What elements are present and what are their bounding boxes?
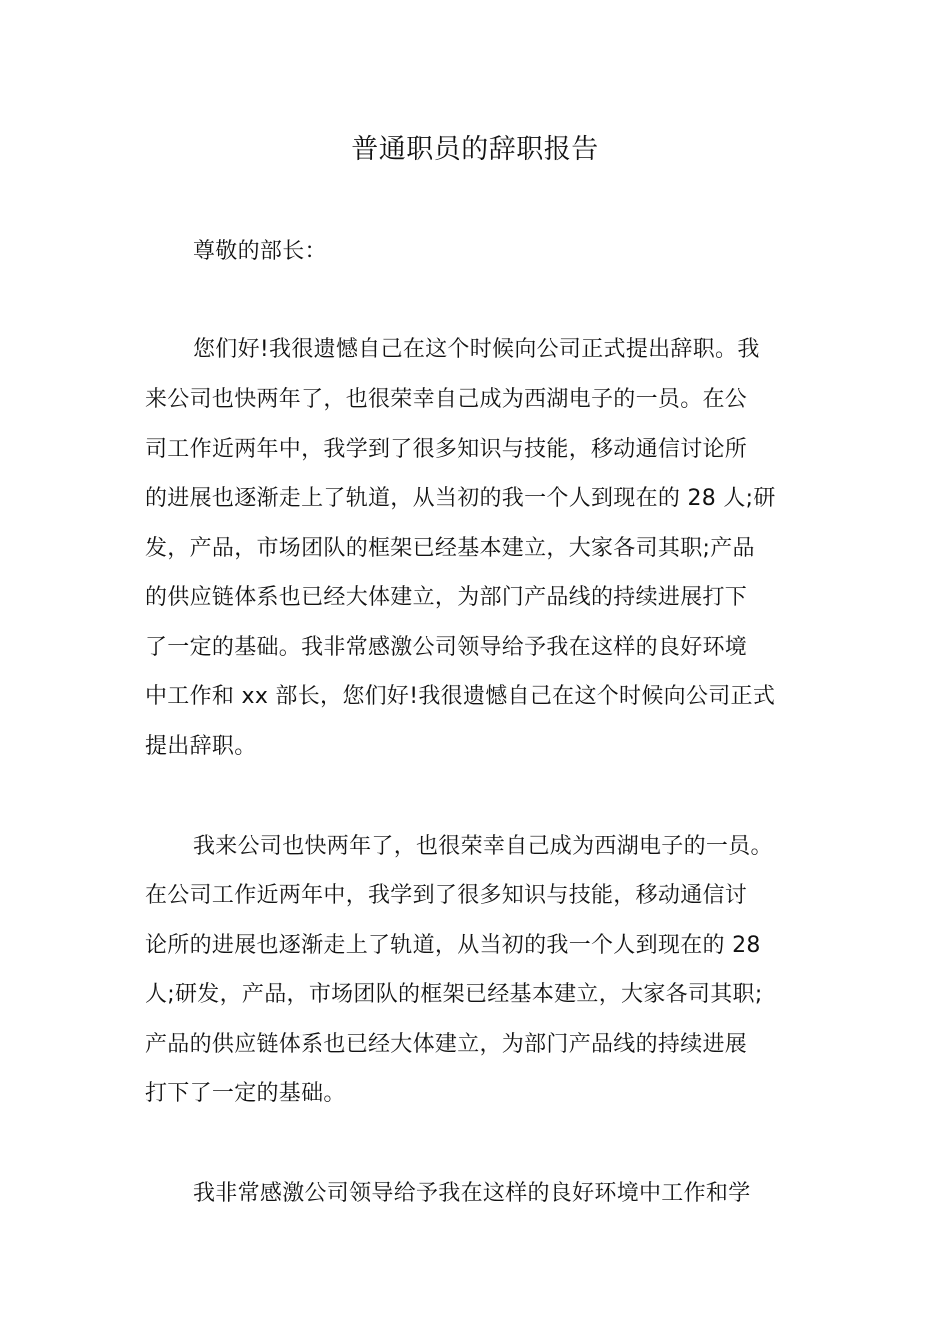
paragraph-line: 打下了一定的基础。 — [145, 1081, 346, 1106]
paragraph-line: 人;研发，产品，市场团队的框架已经基本建立，大家各司其职; — [145, 982, 763, 1007]
paragraph-line: 在公司工作近两年中，我学到了很多知识与技能，移动通信讨 — [145, 883, 748, 908]
paragraph-line: 产品的供应链体系也已经大体建立，为部门产品线的持续进展 — [145, 1032, 748, 1057]
salutation: 尊敬的部长： — [193, 239, 327, 264]
paragraph-line: 发，产品，市场团队的框架已经基本建立，大家各司其职;产品 — [145, 536, 755, 561]
paragraph-line: 的供应链体系也已经大体建立，为部门产品线的持续进展打下 — [145, 585, 748, 610]
document-title: 普通职员的辞职报告 — [351, 134, 599, 165]
paragraph-line: 司工作近两年中，我学到了很多知识与技能，移动通信讨论所 — [145, 437, 748, 462]
paragraph-line: 您们好!我很遗憾自己在这个时候向公司正式提出辞职。我 — [193, 337, 760, 362]
paragraph-line: 我来公司也快两年了，也很荣幸自己成为西湖电子的一员。 — [193, 834, 773, 859]
paragraph-line: 提出辞职。 — [145, 734, 257, 759]
paragraph-line: 我非常感激公司领导给予我在这样的良好环境中工作和学 — [193, 1181, 751, 1206]
paragraph-line: 来公司也快两年了，也很荣幸自己成为西湖电子的一员。在公 — [145, 387, 748, 412]
paragraph-line: 的进展也逐渐走上了轨道，从当初的我一个人到现在的 28 人;研 — [145, 486, 776, 511]
paragraph-line: 论所的进展也逐渐走上了轨道，从当初的我一个人到现在的 28 — [145, 933, 761, 958]
paragraph-line: 中工作和 xx 部长，您们好!我很遗憾自己在这个时候向公司正式 — [145, 684, 776, 709]
paragraph-line: 了一定的基础。我非常感激公司领导给予我在这样的良好环境 — [145, 635, 748, 660]
